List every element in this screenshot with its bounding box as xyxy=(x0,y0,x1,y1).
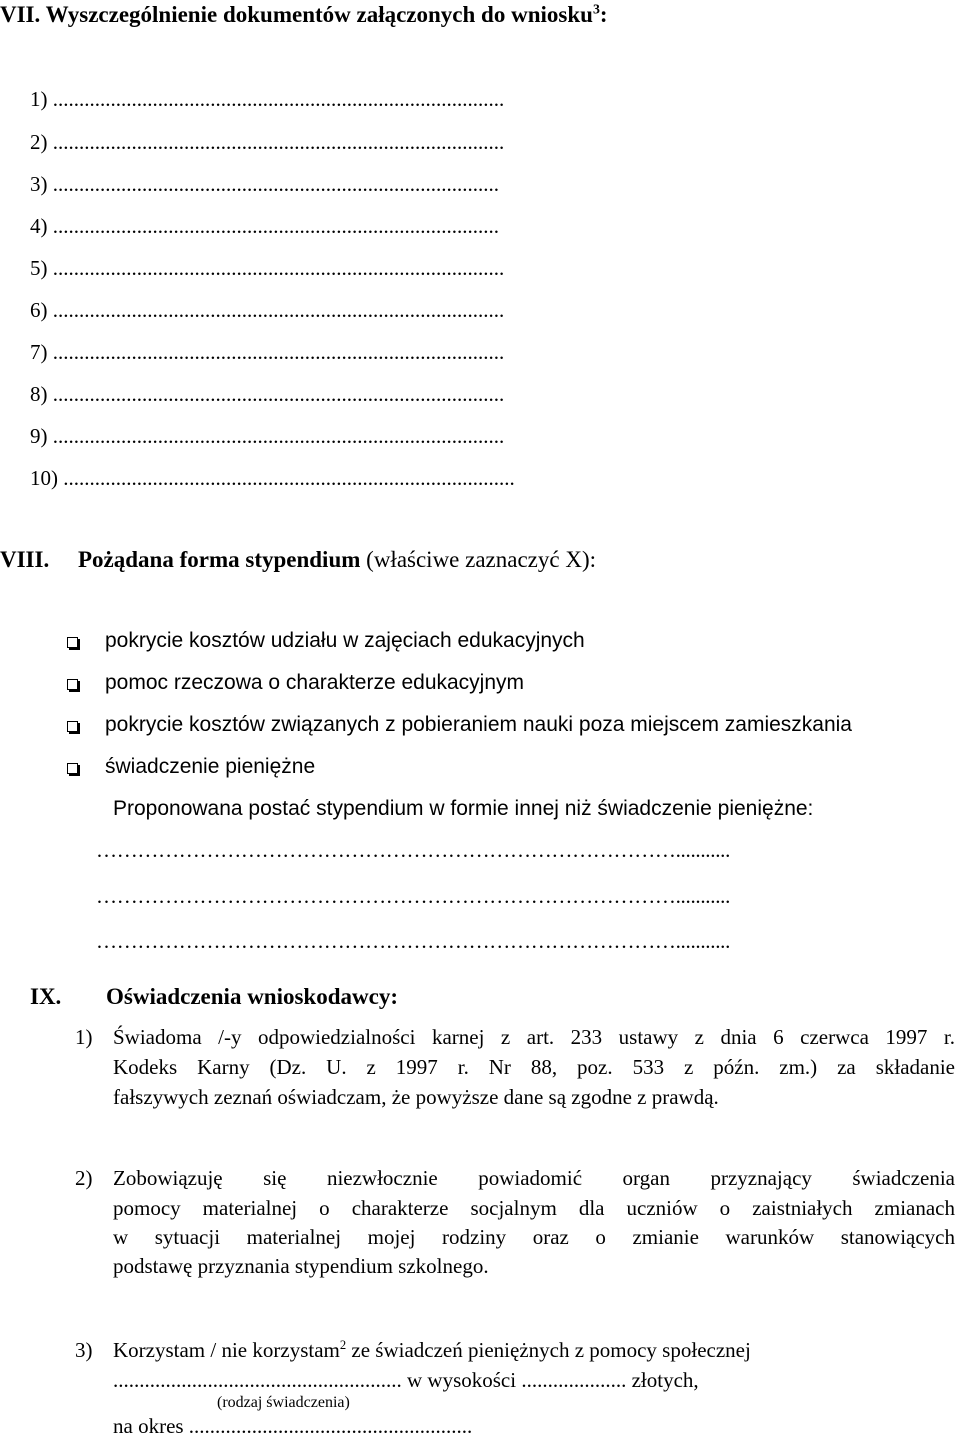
checkbox[interactable] xyxy=(67,721,78,732)
statement-2-line: Zobowiązuję się niezwłocznie powiadomić organ przyznający świadczenia xyxy=(113,1166,955,1190)
section-8-title: Pożądana forma stypendium (właściwe zaznaczyć X): xyxy=(78,547,597,572)
list-item: 8) ...................................................................................... xyxy=(30,382,505,406)
statement-2-number: 2) xyxy=(75,1166,93,1190)
statement-1-line: Świadoma /-y odpowiedzialności karnej z art. 233 ustawy z dnia 6 czerwca 1997 r. xyxy=(113,1025,955,1049)
proposal-line-1[interactable]: …………………………………………………………………………........... xyxy=(96,838,731,862)
checkbox[interactable] xyxy=(67,637,78,648)
list-item: 2) ...................................................................................... xyxy=(30,130,505,154)
benefit-type-note: (rodzaj świadczenia) xyxy=(217,1394,350,1411)
section-9-numeral: IX. xyxy=(30,984,62,1009)
list-item: 7) ...................................................................................... xyxy=(30,340,505,364)
proposal-line-2[interactable]: …………………………………………………………………………........... xyxy=(96,884,731,908)
list-item: 5) ...................................................................................... xyxy=(30,256,505,280)
list-item: 9) ...................................................................................... xyxy=(30,424,505,448)
statement-3-number: 3) xyxy=(75,1338,93,1362)
proposal-label: Proponowana postać stypendium w formie innej niż świadczenie pieniężne: xyxy=(113,797,814,820)
benefit-period-line[interactable]: na okres ...................................................... xyxy=(113,1414,473,1438)
list-item: 4) ..................................................................................... xyxy=(30,214,499,238)
statement-2-line: w sytuacji materialnej mojej rodziny oraz o zmianie warunków stanowiących xyxy=(113,1225,955,1249)
section-8-numeral: VIII. xyxy=(0,547,50,572)
option-label: pomoc rzeczowa o charakterze edukacyjnym xyxy=(105,671,525,694)
section-7-heading: VII. Wyszczególnienie dokumentów załączonych do wniosku$^3$: xyxy=(0,1,608,27)
option-label: pokrycie kosztów związanych z pobieraniem nauki poza miejscem zamieszkania xyxy=(105,713,852,736)
statement-2-line: podstawę przyznania stypendium szkolnego. xyxy=(113,1254,489,1278)
checkbox[interactable] xyxy=(67,763,78,774)
section-9-title: Oświadczenia wnioskodawcy: xyxy=(106,984,398,1009)
statement-2-line: pomocy materialnej o charakterze socjalnym dla uczniów o zaistniałych zmianach xyxy=(113,1196,955,1220)
list-item: 3) ..................................................................................... xyxy=(30,172,499,196)
option-label: świadczenie pieniężne xyxy=(105,755,316,778)
checkbox[interactable] xyxy=(67,679,78,690)
statement-3-line: Korzystam / nie korzystam$^2$ ze świadczeń pieniężnych z pomocy społecznej xyxy=(113,1338,751,1362)
statement-1-number: 1) xyxy=(75,1025,93,1049)
option-label: pokrycie kosztów udziału w zajęciach edukacyjnych xyxy=(105,629,585,652)
list-item: 6) ...................................................................................... xyxy=(30,298,505,322)
proposal-line-3[interactable]: …………………………………………………………………………........... xyxy=(96,929,731,953)
list-item: 1) ...................................................................................... xyxy=(30,87,505,111)
list-item: 10) ...................................................................................... xyxy=(30,466,515,490)
statement-1-line: fałszywych zeznań oświadczam, że powyższe dane są zgodne z prawdą. xyxy=(113,1085,719,1109)
statement-1-line: Kodeks Karny (Dz. U. z 1997 r. Nr 88, poz. 533 z późn. zm.) za składanie xyxy=(113,1055,955,1079)
benefit-amount-line[interactable]: ....................................................... w wysokości .................... złotych, xyxy=(113,1368,699,1392)
